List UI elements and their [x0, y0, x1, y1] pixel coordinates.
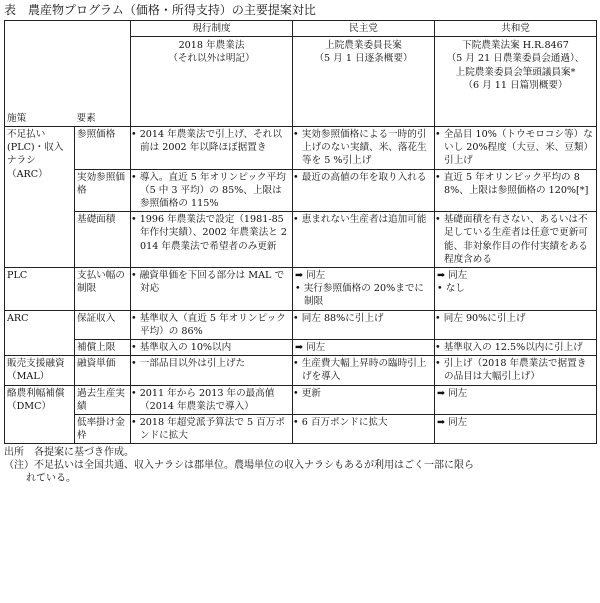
cell-base-acres-current: • 1996 年農業法で設定（1981-85 年作付実績）、2002 年農業法と 2014 年農業法で希望者のみ更新	[131, 212, 293, 268]
pay-limit-rep-line1: ➡ 同左	[437, 270, 468, 282]
cell-ref-price-dem: • 実効参照価格による一時的引上げのない実績、米、落花生等を 5 %引上げ	[293, 127, 435, 170]
row-pay-limit	[5, 268, 597, 311]
element-low-rate: 低率掛け金枠	[75, 415, 131, 444]
policy-arc: ARC	[5, 310, 75, 356]
header-rep	[435, 21, 597, 127]
header-current	[131, 21, 293, 127]
header-current-sub: 2018 年農業法 （それ以外は明記）	[168, 40, 255, 65]
pay-limit-dem-line1: ➡ 同左	[295, 270, 326, 282]
cell-base-acres-dem: • 恵まれない生産者は追加可能	[293, 212, 435, 268]
cell-ref-price-rep: • 全品目 10%（トウモロコシ等）ないし 20%程度（大豆、米、豆類）引上げ	[435, 127, 597, 170]
header-dem-sub: 上院農業委員長案 （5 月 1 日逐条概要）	[314, 40, 413, 65]
cell-guar-rev-current: • 基準収入（直近 5 年オリンピック平均）の 86%	[131, 310, 293, 339]
header-element	[75, 21, 131, 127]
cell-guar-rev-dem: • 同左 88%に引上げ	[293, 310, 435, 339]
pay-limit-rep-line2: • なし	[437, 283, 465, 295]
element-ref-price: 参照価格	[75, 127, 131, 170]
footnote-line1: （注）不足払いは全国共通、収入ナラシは郡単位。農場単位の収入ナラシもあるが利用はごく一部に限ら	[4, 460, 474, 472]
element-base-acres: 基礎面積	[75, 212, 131, 268]
cell-low-rate-dem: • 6 百万ポンドに拡大	[293, 415, 435, 444]
header-current-title: 現行制度	[131, 21, 292, 37]
cell-past-prod-rep: ➡ 同左	[435, 385, 597, 414]
cell-guar-rev-rep: • 同左 90%に引上げ	[435, 310, 597, 339]
row-base-acres	[5, 212, 597, 268]
element-eff-ref-price: 実効参照価格	[75, 169, 131, 212]
cell-loan-rate-dem: • 生産費大幅上昇時の臨時引上げを導入	[293, 356, 435, 385]
cell-loan-rate-current: • 一部品目以外は引上げた	[131, 356, 293, 385]
policy-plc: PLC	[5, 268, 75, 311]
element-loan-rate: 融資単価	[75, 356, 131, 385]
policy-plc-arc: 不足払い (PLC)・収入ナラシ （ARC）	[5, 127, 75, 268]
header-dem	[293, 21, 435, 127]
cell-low-rate-rep: ➡ 同左	[435, 415, 597, 444]
page-title: 表 農産物プログラム（価格・所得支持）の主要提案対比	[4, 3, 316, 17]
header-policy	[5, 21, 75, 127]
header-dem-title: 民主党	[293, 21, 434, 37]
header-rep-sub: 下院農業法案 H.R.8467 （5 月 21 日農業委員会通過）、 上院農業委員会筆頭議員案* （6 月 11 日篇別概要）	[446, 40, 585, 91]
row-comp-cap	[5, 340, 597, 356]
pay-limit-dem-line2: • 実行参照価格の 20%までに制限	[295, 283, 425, 308]
cell-pay-limit-dem	[293, 268, 435, 311]
cell-comp-cap-rep: • 基準収入の 12.5%以内に引上げ	[435, 340, 597, 356]
cell-loan-rate-rep: • 引上げ（2018 年農業法で据置きの品目は大幅引上げ）	[435, 356, 597, 385]
header-policy-label: 施策	[7, 112, 27, 124]
cell-pay-limit-current: • 融資単価を下回る部分は MAL で対応	[131, 268, 293, 311]
header-rep-title: 共和党	[435, 21, 596, 37]
cell-ref-price-current: • 2014 年農業法で引上げ、それ以前は 2002 年以降ほぼ据置き	[131, 127, 293, 170]
element-past-prod: 過去生産実績	[75, 385, 131, 414]
cell-past-prod-current: • 2011 年から 2013 年の最高値（2014 年農業法で導入）	[131, 385, 293, 414]
policy-dmc: 酪農利幅補償 （DMC）	[5, 385, 75, 444]
source-note: 出所 各提案に基づき作成。	[4, 447, 134, 459]
cell-base-acres-rep: • 基礎面積を有さない、あるいは不足している生産者は任意で更新可能、非対象作目の作付実績をある程度含める	[435, 212, 597, 268]
footnote-line2: れている。	[26, 473, 76, 485]
policy-mal: 販売支援融資 （MAL）	[5, 356, 75, 385]
cell-low-rate-current: • 2018 年超党派予算法で 5 百万ポンドに拡大	[131, 415, 293, 444]
row-eff-ref-price	[5, 169, 597, 212]
comparison-table	[4, 20, 597, 444]
cell-comp-cap-dem: ➡ 同左	[293, 340, 435, 356]
cell-pay-limit-rep	[435, 268, 597, 311]
element-pay-limit: 支払い幅の制限	[75, 268, 131, 311]
notes	[4, 446, 596, 485]
cell-eff-ref-price-dem: • 最近の高値の年を取り入れる	[293, 169, 435, 212]
cell-eff-ref-price-current: • 導入。直近 5 年オリンピック平均（5 中 3 平均）の 85%、上限は参照価格の 115%	[131, 169, 293, 212]
row-low-rate	[5, 415, 597, 444]
row-ref-price	[5, 127, 597, 170]
element-guar-rev: 保証収入	[75, 310, 131, 339]
row-loan-rate	[5, 356, 597, 385]
header-element-label: 要素	[76, 112, 96, 124]
cell-comp-cap-current: • 基準収入の 10%以内	[131, 340, 293, 356]
element-comp-cap: 補償上限	[75, 340, 131, 356]
cell-eff-ref-price-rep: • 直近 5 年オリンピック平均の 88%、上限は参照価格の 120%[*]	[435, 169, 597, 212]
cell-past-prod-dem: • 更新	[293, 385, 435, 414]
row-past-prod	[5, 385, 597, 414]
row-guar-rev	[5, 310, 597, 339]
header-row	[5, 21, 597, 127]
